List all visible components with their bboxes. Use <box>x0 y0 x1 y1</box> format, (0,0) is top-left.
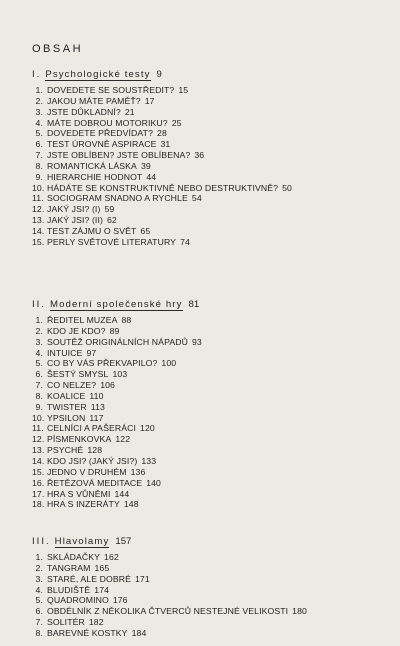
entry-page: 140 <box>146 477 161 488</box>
entry-number: 7. <box>35 617 43 628</box>
entry-title: TWISTER <box>47 401 87 412</box>
toc-entry <box>32 226 382 237</box>
section-psychological-tests <box>32 68 382 248</box>
entry-page: 103 <box>112 369 128 380</box>
entry-title: BAREVNÉ KOSTKY <box>47 627 128 638</box>
entry-title: OBDÉLNÍK Z NĚKOLIKA ČTVERCŮ NESTEJNÉ VELIKOSTI <box>47 606 289 617</box>
entry-number: 3. <box>35 106 43 117</box>
entry-page: 117 <box>89 412 104 423</box>
entry-title: QUADROMINO <box>47 595 109 606</box>
entry-number: 7. <box>35 380 43 391</box>
entry-title: CO BY VÁS PŘEKVAPILO? <box>47 358 158 369</box>
entry-page: 62 <box>106 215 117 226</box>
entry-page: 113 <box>90 401 105 412</box>
entry-list <box>32 552 382 639</box>
entry-title: TEST ÚROVNĚ ASPIRACE <box>47 139 157 150</box>
entry-number: 6. <box>35 369 43 380</box>
entry-title: ŠESTÝ SMYSL <box>47 369 109 380</box>
entry-title: TEST ZÁJMU O SVĚT <box>47 225 137 236</box>
toc-entry <box>32 193 382 204</box>
entry-number: 5. <box>35 128 43 139</box>
entry-number: 3. <box>35 573 43 584</box>
entry-page: 65 <box>140 225 151 236</box>
toc-entry <box>32 628 382 639</box>
entry-title: INTUICE <box>47 347 83 358</box>
entry-title: JSTE DŮKLADNÍ? <box>47 106 121 117</box>
entry-number: 6. <box>35 139 43 150</box>
entry-page: 54 <box>191 193 202 204</box>
entry-number: 15. <box>32 466 45 477</box>
entry-page: 93 <box>191 336 202 347</box>
entry-title: HRA S VŮNĚMI <box>47 488 111 499</box>
entry-title: PSYCHÉ <box>47 445 84 456</box>
entry-page: 100 <box>161 358 177 369</box>
entry-title: KOALICE <box>47 390 86 401</box>
entry-number: 8. <box>35 627 43 638</box>
entry-page: 110 <box>89 390 104 401</box>
entry-page: 162 <box>104 552 119 562</box>
section-modern-games <box>32 298 382 510</box>
entry-page: 59 <box>104 204 115 215</box>
entry-page: 133 <box>141 455 157 466</box>
entry-number: 13. <box>32 445 45 456</box>
toc-entry <box>32 337 382 348</box>
entry-number: 4. <box>35 117 43 128</box>
entry-title: DOVEDETE SE SOUSTŘEDIT? <box>47 85 175 95</box>
toc-entry <box>32 552 382 563</box>
entry-number: 2. <box>35 562 43 573</box>
entry-page: 176 <box>112 595 128 606</box>
entry-list <box>32 85 382 248</box>
toc-entry <box>32 478 382 489</box>
toc-entry <box>32 118 382 129</box>
toc-entry <box>32 161 382 172</box>
entry-page: 122 <box>115 434 131 445</box>
entry-page: 184 <box>131 627 147 638</box>
entry-page: 28 <box>157 128 167 139</box>
entry-page: 89 <box>109 325 120 336</box>
entry-page: 165 <box>94 562 110 573</box>
entry-page: 97 <box>86 347 97 358</box>
entry-title: HÁDÁTE SE KONSTRUKTIVNĚ NEBO DESTRUKTIVNĚ? <box>47 182 279 193</box>
entry-title: KDO JE KDO? <box>47 325 106 336</box>
entry-number: 18. <box>32 499 45 510</box>
toc-entry <box>32 326 382 337</box>
toc-entry <box>32 215 382 226</box>
entry-number: 10. <box>32 182 45 193</box>
entry-title: JAKOU MÁTE PAMĚŤ? <box>47 95 141 106</box>
toc-entry <box>32 150 382 161</box>
entry-page: 39 <box>140 160 151 171</box>
entry-number: 1. <box>35 85 43 95</box>
entry-number: 10. <box>32 412 45 423</box>
entry-title: CO NELZE? <box>47 380 97 391</box>
toc-entry <box>32 315 382 326</box>
entry-page: 128 <box>87 445 103 456</box>
entry-title: BLUDIŠTĚ <box>47 584 91 595</box>
toc-entry <box>32 358 382 369</box>
entry-page: 180 <box>292 606 307 617</box>
toc-entry <box>32 391 382 402</box>
toc-entry <box>32 563 382 574</box>
entry-number: 4. <box>35 584 43 595</box>
entry-number: 11. <box>32 193 44 204</box>
toc-entry <box>32 128 382 139</box>
entry-number: 14. <box>32 455 45 466</box>
entry-page: 171 <box>135 573 150 584</box>
entry-page: 44 <box>146 171 157 182</box>
toc-entry <box>32 348 382 359</box>
entry-title: SOCIOGRAM SNADNO A RYCHLE <box>47 193 188 204</box>
entry-number: 1. <box>35 315 43 325</box>
toc-entry <box>32 183 382 194</box>
toc-entry <box>32 369 382 380</box>
section-number: II. <box>32 299 46 310</box>
toc-entry <box>32 172 382 183</box>
toc-entry <box>32 617 382 628</box>
toc-entry <box>32 585 382 596</box>
entry-title: ROMANTICKÁ LÁSKA <box>47 160 137 171</box>
entry-number: 2. <box>35 325 43 336</box>
toc-entry <box>32 413 382 424</box>
toc-entry <box>32 456 382 467</box>
toc-entry <box>32 107 382 118</box>
toc-entry <box>32 402 382 413</box>
toc-entry <box>32 434 382 445</box>
section-title <box>32 535 382 548</box>
entry-number: 14. <box>32 225 45 236</box>
section-name: Moderní společenské hry <box>50 299 183 310</box>
section-number: I. <box>32 69 42 80</box>
entry-title: HIERARCHIE HODNOT <box>47 171 143 182</box>
entry-title: ŘEDITEL MUZEA <box>47 315 118 325</box>
entry-page: 120 <box>140 423 155 434</box>
entry-number: 8. <box>35 160 43 171</box>
entry-title: PERLY SVĚTOVÉ LITERATURY <box>47 236 177 247</box>
toc-entry <box>32 139 382 150</box>
entry-title: SOUTĚŽ ORIGINÁLNÍCH NÁPADŮ <box>47 336 188 347</box>
entry-page: 21 <box>124 106 135 117</box>
entry-number: 6. <box>35 606 43 617</box>
entry-number: 12. <box>32 204 45 215</box>
entry-title: DOVEDETE PŘEDVÍDAT? <box>47 128 154 139</box>
entry-number: 3. <box>35 336 43 347</box>
entry-title: JSTE OBLÍBEN? JSTE OBLÍBENA? <box>47 150 191 161</box>
entry-title: MÁTE DOBROU MOTORIKU? <box>47 117 168 128</box>
toc-entry <box>32 606 382 617</box>
entry-number: 7. <box>35 150 43 161</box>
toc-entry <box>32 380 382 391</box>
toc-entry <box>32 96 382 107</box>
entry-number: 5. <box>35 595 43 606</box>
entry-title: STARÉ, ALE DOBRÉ <box>47 573 131 584</box>
section-page: 157 <box>115 536 132 547</box>
section-title <box>32 68 382 81</box>
entry-page: 25 <box>171 117 182 128</box>
section-name: Hlavolamy <box>54 536 110 547</box>
entry-title: TANGRAM <box>47 562 91 573</box>
entry-page: 88 <box>121 315 132 325</box>
toc-entry <box>32 445 382 456</box>
entry-title: SKLÁDAČKY <box>47 552 101 562</box>
entry-number: 16. <box>32 477 45 488</box>
entry-page: 15 <box>178 85 189 95</box>
entry-title: CELNÍCI A PAŠERÁCI <box>47 423 137 434</box>
toc-entry <box>32 85 382 96</box>
entry-page: 17 <box>144 95 155 106</box>
contents-heading: OBSAH <box>32 43 84 55</box>
entry-title: JAKÝ JSI? (I) <box>47 204 101 215</box>
entry-number: 15. <box>32 236 45 247</box>
entry-number: 13. <box>32 215 45 226</box>
toc-entry <box>32 489 382 500</box>
section-name: Psychologické testy <box>45 69 151 80</box>
entry-number: 17. <box>32 488 45 499</box>
entry-number: 11. <box>32 423 44 434</box>
entry-page: 106 <box>100 380 115 391</box>
entry-title: ŘETĚZOVÁ MEDITACE <box>47 477 143 488</box>
entry-number: 9. <box>35 401 43 412</box>
entry-page: 50 <box>282 182 292 193</box>
entry-page: 74 <box>180 236 190 247</box>
entry-number: 1. <box>35 552 43 562</box>
toc-entry <box>32 467 382 478</box>
entry-list <box>32 315 382 510</box>
toc-entry <box>32 574 382 585</box>
entry-page: 148 <box>123 499 139 510</box>
entry-number: 2. <box>35 95 43 106</box>
section-puzzles <box>32 535 382 639</box>
toc-entry <box>32 595 382 606</box>
section-page: 81 <box>188 299 200 310</box>
entry-title: JAKÝ JSI? (II) <box>47 215 103 226</box>
entry-page: 31 <box>160 139 171 150</box>
toc-entry <box>32 237 382 248</box>
toc-entry <box>32 499 382 510</box>
entry-title: HRA S INZERÁTY <box>47 499 120 510</box>
entry-number: 4. <box>35 347 43 358</box>
section-title <box>32 298 382 311</box>
entry-page: 174 <box>94 584 110 595</box>
toc-entry <box>32 204 382 215</box>
entry-page: 144 <box>114 488 130 499</box>
entry-page: 136 <box>130 466 146 477</box>
section-page: 9 <box>156 69 162 80</box>
section-number: III. <box>32 536 51 547</box>
entry-page: 182 <box>88 617 104 628</box>
entry-number: 12. <box>32 434 45 445</box>
entry-number: 9. <box>35 171 43 182</box>
entry-page: 36 <box>194 150 205 161</box>
entry-title: PÍSMENKOVKA <box>47 434 112 445</box>
entry-title: KDO JSI? (JAKÝ JSI?) <box>47 455 138 466</box>
entry-number: 8. <box>35 390 43 401</box>
entry-number: 5. <box>35 358 43 369</box>
entry-title: YPSILON <box>47 412 86 423</box>
entry-title: JEDNO V DRUHÉM <box>47 466 127 477</box>
entry-title: SOLITÉR <box>47 617 85 628</box>
toc-entry <box>32 423 382 434</box>
